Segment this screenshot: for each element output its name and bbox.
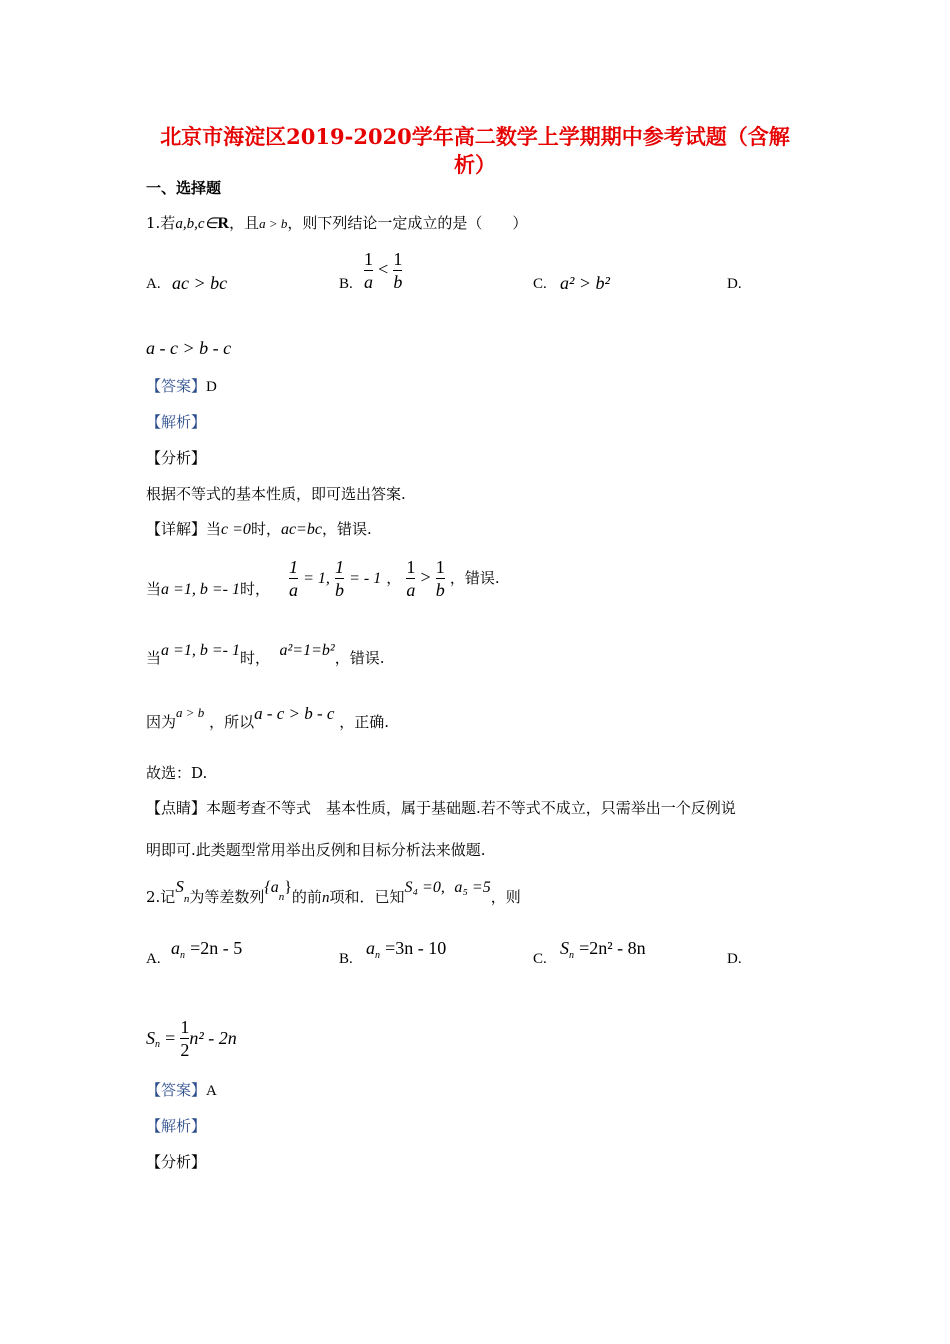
math: S₄ =0, <box>404 879 445 896</box>
less-than: < <box>378 259 389 279</box>
document-title-line-2: 析） <box>454 152 496 177</box>
stem-math-set: a,b,c∈ <box>175 216 218 232</box>
math: n <box>321 890 330 906</box>
q1-option-b-label: B. <box>339 276 353 292</box>
text: 时， <box>250 520 281 538</box>
q2-option-c-label: C. <box>533 951 547 967</box>
q2-jiexi-tag: 【解析】 <box>146 1117 207 1135</box>
fraction-1-over-b: $\frac{1}{b}$ <box>435 557 445 600</box>
math: a =1, b =- 1 <box>161 642 240 659</box>
stem-text: ，且 <box>229 214 260 232</box>
text: ，正确. <box>339 713 390 731</box>
q2-option-b: $a_n =3n - 10$ <box>366 938 447 962</box>
text: 本题考查不等式 基本性质，属于基础题.若不等式不成立，只需举出一个反例说 <box>206 799 736 817</box>
text: 当 <box>206 520 222 538</box>
text: 当 <box>146 580 162 598</box>
fraction-1-over-a: $\frac{1}{a}$ <box>289 557 298 600</box>
greater-than: > <box>420 567 431 587</box>
stem-text: 1.若 <box>146 214 176 232</box>
q1-detail-line-3 <box>146 642 385 669</box>
q1-detail-line-4 <box>146 704 390 733</box>
text: 因为 <box>146 713 177 731</box>
q2-option-a-label: A. <box>146 951 161 967</box>
math: = 1, <box>303 570 330 587</box>
math: =2n - 5 <box>190 938 243 958</box>
text: ，则 <box>490 888 521 906</box>
q1-choose: 故选：D. <box>146 764 208 782</box>
math: a²=1=b² <box>279 642 335 659</box>
fraction-1-over-b: $\frac{1}{b}$ <box>393 249 403 292</box>
text: 的前 <box>291 888 322 906</box>
stem-math-cond: a > b <box>259 216 288 231</box>
text: ，错误. <box>321 520 372 538</box>
q1-option-a-label: A. <box>146 276 161 292</box>
q2-option-d-label: D. <box>727 951 742 967</box>
text: ，所以 <box>209 713 255 731</box>
text: ，错误. <box>334 649 385 667</box>
question-2-stem: 2.记$S_n$为等差数列$\{a_n\}$的前n项和．已知S₄ =0, a₅ =5，则 <box>146 877 521 906</box>
math: a₅ =5 <box>454 879 491 896</box>
fraction-1-over-b: $\frac{1}{b}$ <box>334 557 344 600</box>
q1-analysis: 根据不等式的基本性质，即可选出答案. <box>146 485 406 503</box>
q2-answer <box>146 1080 217 1101</box>
math: S <box>175 877 184 896</box>
math: = - 1 <box>349 570 382 587</box>
q1-comment-line-1 <box>146 798 736 818</box>
q1-option-c-label: C. <box>533 276 547 292</box>
text: 为等差数列 <box>189 888 265 906</box>
fraction-1-over-a: $\frac{1}{a}$ <box>364 249 373 292</box>
q1-option-a: ac > bc <box>172 273 228 293</box>
text: 2.记 <box>146 888 176 906</box>
q1-detail-line-1 <box>146 519 372 540</box>
q1-option-b <box>364 248 402 293</box>
document-title-line-1: 北京市海淀区2019-2020学年高二数学上学期期中参考试题（含解 <box>160 124 790 149</box>
answer-value: A <box>206 1083 217 1099</box>
stem-math-r: R <box>217 215 230 232</box>
text: ，错误. <box>449 569 500 587</box>
answer-value: D <box>206 379 217 395</box>
comment-tag: 【点睛】 <box>146 799 207 817</box>
math: a =1, b =- 1 <box>161 581 240 598</box>
q1-detail-line-2-prefix <box>146 579 270 600</box>
q1-fenxi-tag: 【分析】 <box>146 449 207 467</box>
q2-option-a: $a_n =2n - 5$ <box>171 938 243 962</box>
fraction-1-over-2: $\frac{1}{2}$ <box>180 1017 190 1060</box>
q2-fenxi-tag: 【分析】 <box>146 1153 207 1171</box>
q2-option-c: $S_n =2n^2 - 8n$ <box>560 938 646 962</box>
math: ac=bc <box>280 521 322 538</box>
q1-detail-line-2-math <box>289 556 500 601</box>
text: 时， <box>239 649 270 667</box>
answer-tag: 【答案】 <box>146 377 207 395</box>
q1-option-d-label: D. <box>727 276 742 292</box>
text: 项和．已知 <box>329 888 405 906</box>
q1-answer <box>146 376 217 397</box>
q1-jiexi-tag: 【解析】 <box>146 413 207 431</box>
math: a > b <box>176 705 205 720</box>
question-1-stem <box>146 213 527 234</box>
q1-comment-line-2: 明即可.此类题型常用举出反例和目标分析法来做题. <box>146 841 486 859</box>
q1-option-d: a - c > b - c <box>146 338 232 358</box>
section-heading: 一、选择题 <box>146 179 222 197</box>
math: {a <box>264 879 279 896</box>
fraction-1-over-a: $\frac{1}{a}$ <box>406 557 416 600</box>
text: ， <box>386 569 402 587</box>
answer-tag: 【答案】 <box>146 1081 207 1099</box>
math: c =0 <box>221 521 251 538</box>
q2-option-b-label: B. <box>339 951 353 967</box>
detail-tag: 【详解】 <box>146 520 207 538</box>
math: =2n² - 8n <box>579 938 646 958</box>
text: 当 <box>146 649 162 667</box>
math: n² - 2n <box>189 1028 237 1048</box>
text: 时， <box>239 580 270 598</box>
stem-text: ，则下列结论一定成立的是（ ） <box>287 214 528 232</box>
math: =3n - 10 <box>385 938 447 958</box>
q1-option-c: a² > b² <box>560 273 610 293</box>
q2-option-d: $S_n$ = $\frac{1}{2}$ n² - 2n <box>146 1017 237 1060</box>
math: a - c > b - c <box>254 704 335 723</box>
